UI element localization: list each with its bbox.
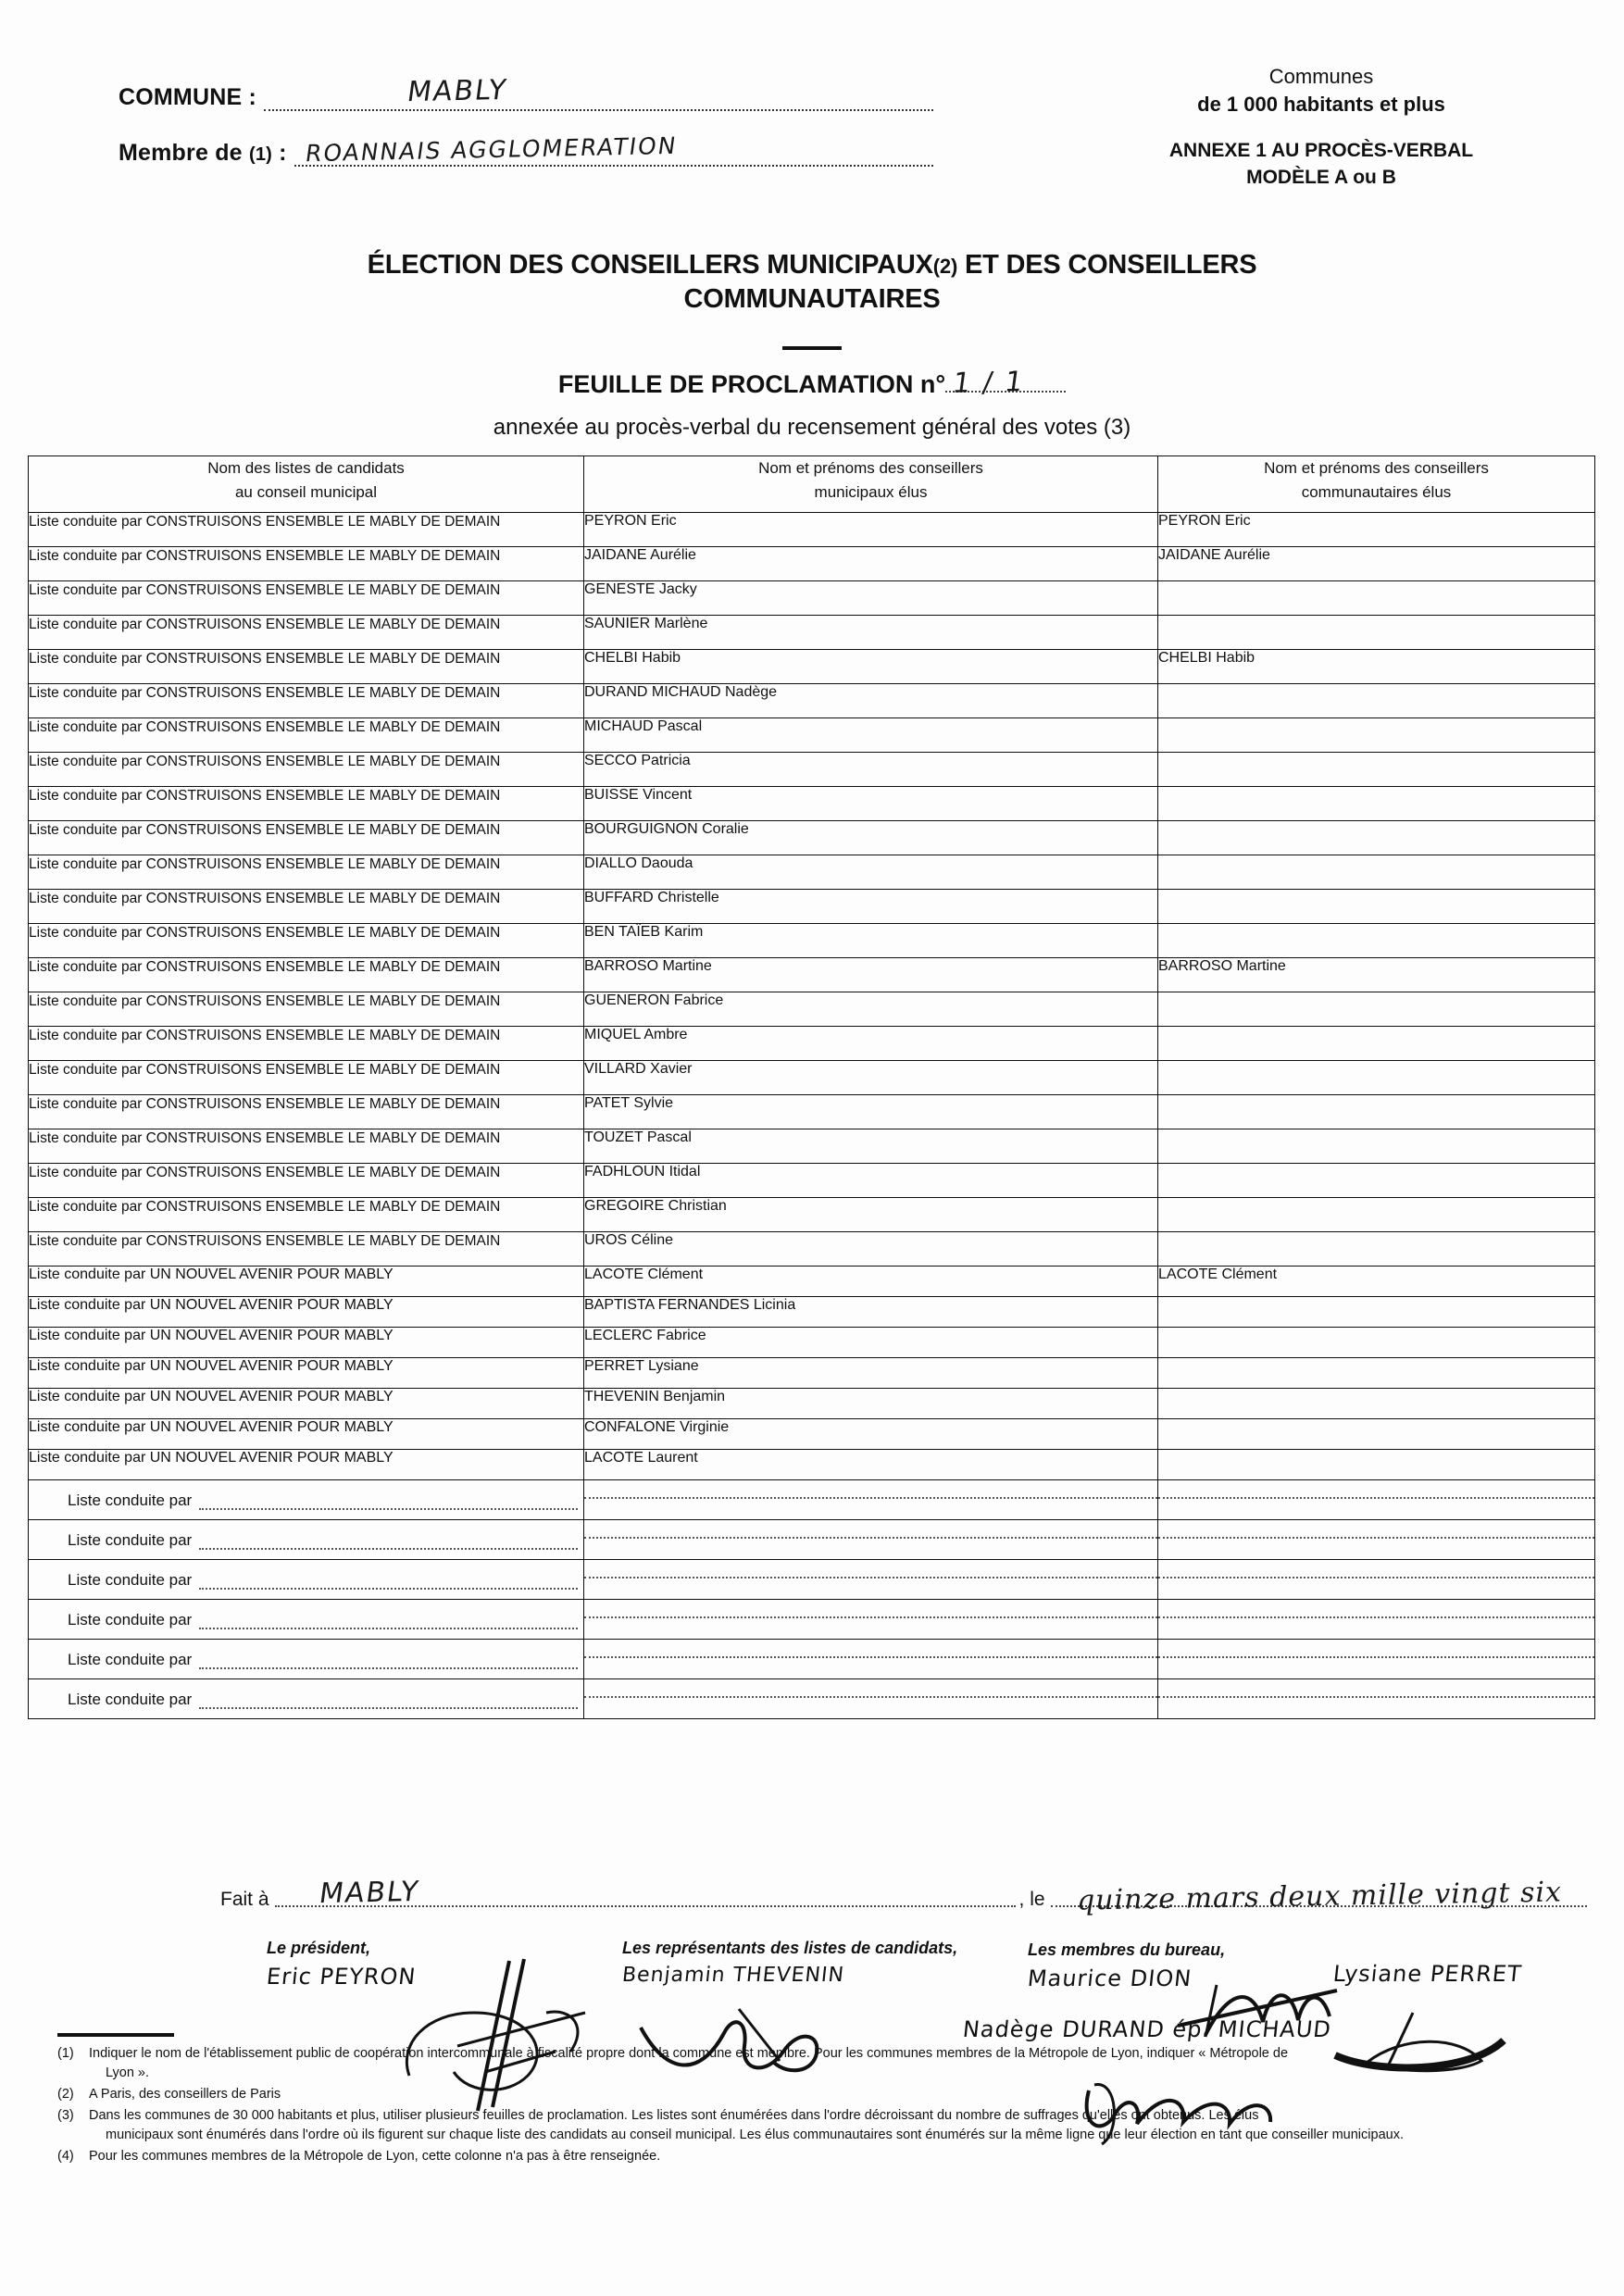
blank-municipal-dots xyxy=(584,1640,1157,1658)
blank-municipal-dots xyxy=(584,1480,1157,1499)
cell-conseiller-communautaire xyxy=(1158,890,1595,924)
table-row-empty[interactable] xyxy=(29,1679,1595,1719)
cell-list-name: Liste conduite par UN NOUVEL AVENIR POUR MABLY xyxy=(29,1267,584,1297)
cell-conseiller-communautaire xyxy=(1158,1450,1595,1480)
cell-list-name-empty[interactable] xyxy=(29,1600,584,1640)
cell-conseiller-communautaire: CHELBI Habib xyxy=(1158,650,1595,684)
cell-list-name: Liste conduite par CONSTRUISONS ENSEMBLE LE MABLY DE DEMAIN xyxy=(29,718,584,753)
table-row xyxy=(29,1198,1595,1232)
cell-conseiller-communautaire xyxy=(1158,821,1595,855)
cell-conseiller-municipal: CHELBI Habib xyxy=(584,650,1158,684)
blank-municipal-dots xyxy=(584,1560,1157,1578)
president-name: Eric PEYRON xyxy=(265,1964,418,1990)
fait-a-input-line[interactable] xyxy=(275,1875,1016,1911)
footnote-text xyxy=(89,2106,1576,2145)
table-row xyxy=(29,924,1595,958)
cell-list-name: Liste conduite par CONSTRUISONS ENSEMBLE LE MABLY DE DEMAIN xyxy=(29,1164,584,1198)
table-row-empty[interactable] xyxy=(29,1520,1595,1560)
commune-handwritten-value: MABLY xyxy=(405,73,510,109)
cell-conseiller-communautaire xyxy=(1158,1328,1595,1358)
cell-conseiller-municipal: BARROSO Martine xyxy=(584,958,1158,992)
blank-municipal-dots xyxy=(584,1520,1157,1539)
cell-list-name: Liste conduite par UN NOUVEL AVENIR POUR MABLY xyxy=(29,1328,584,1358)
cell-list-name: Liste conduite par CONSTRUISONS ENSEMBLE LE MABLY DE DEMAIN xyxy=(29,1095,584,1129)
cell-conseiller-municipal: LACOTE Laurent xyxy=(584,1450,1158,1480)
blank-communautaire-dots xyxy=(1158,1560,1594,1578)
cell-list-name: Liste conduite par CONSTRUISONS ENSEMBLE LE MABLY DE DEMAIN xyxy=(29,890,584,924)
blank-list-label: Liste conduite par xyxy=(68,1611,193,1628)
footnote-text-main: Dans les communes de 30 000 habitants et plus, utiliser plusieurs feuilles de proclamation. Les listes sont énumérées dans l'ordre décroissant du nombre de suffrages qu'elles ont obtenus. Les élus xyxy=(89,2108,1259,2124)
blank-list-label: Liste conduite par xyxy=(68,1491,193,1509)
footnote-text-main: A Paris, des conseillers de Paris xyxy=(89,2087,281,2103)
proclamation-number-value: 1 / 1 xyxy=(950,366,1027,400)
footnote-item xyxy=(57,2044,1576,2083)
table-row xyxy=(29,547,1595,581)
column-header-municipaux xyxy=(584,456,1158,513)
page-title xyxy=(0,248,1624,317)
cell-list-name: Liste conduite par CONSTRUISONS ENSEMBLE LE MABLY DE DEMAIN xyxy=(29,581,584,616)
date-handwritten-value: quinze mars deux mille vingt six xyxy=(1076,1876,1562,1917)
cell-conseiller-municipal: BUISSE Vincent xyxy=(584,787,1158,821)
footnote-number: (2) xyxy=(57,2087,74,2103)
table-row xyxy=(29,753,1595,787)
cell-list-name: Liste conduite par CONSTRUISONS ENSEMBLE LE MABLY DE DEMAIN xyxy=(29,855,584,890)
column-header-lists-line2: au conseil municipal xyxy=(234,483,378,502)
table-row xyxy=(29,890,1595,924)
cell-conseiller-communautaire xyxy=(1158,1297,1595,1328)
cell-conseiller-communautaire-empty[interactable] xyxy=(1158,1520,1595,1560)
table-row-empty[interactable] xyxy=(29,1560,1595,1600)
cell-conseiller-communautaire-empty[interactable] xyxy=(1158,1600,1595,1640)
table-row xyxy=(29,1419,1595,1450)
habitants-caption: de 1 000 habitants et plus xyxy=(1197,92,1445,116)
table-header-row xyxy=(29,456,1595,513)
annexe-caption: ANNEXE 1 AU PROCÈS-VERBAL xyxy=(1168,140,1474,162)
footnote-text xyxy=(89,2085,1576,2104)
cell-conseiller-communautaire: LACOTE Clément xyxy=(1158,1267,1595,1297)
cell-conseiller-municipal: SAUNIER Marlène xyxy=(584,616,1158,650)
page-title-footnote: (2) xyxy=(932,255,958,278)
date-input-line[interactable] xyxy=(1051,1876,1587,1917)
modele-caption: MODÈLE A ou B xyxy=(1246,166,1396,188)
footnote-text-continuation: municipaux sont énumérés dans l'ordre où ils figurent sur chaque liste des candidats au conseil municipal. Les élus communautaires sont énumérés sur la même ligne que leur élection en tant que conseiller municipaux. xyxy=(106,2128,1404,2143)
title-divider xyxy=(782,346,842,350)
table-row xyxy=(29,684,1595,718)
page-title-line2: COMMUNAUTAIRES xyxy=(683,284,941,315)
blank-communautaire-dots xyxy=(1158,1640,1594,1658)
blank-municipal-dots xyxy=(584,1600,1157,1618)
cell-conseiller-municipal-empty[interactable] xyxy=(584,1679,1158,1719)
cell-conseiller-communautaire xyxy=(1158,1164,1595,1198)
cell-list-name-empty[interactable] xyxy=(29,1560,584,1600)
cell-conseiller-municipal: GENESTE Jacky xyxy=(584,581,1158,616)
table-row xyxy=(29,992,1595,1027)
cell-list-name: Liste conduite par CONSTRUISONS ENSEMBLE LE MABLY DE DEMAIN xyxy=(29,1232,584,1267)
signature-bureau-2 xyxy=(1333,1940,1522,1987)
table-row xyxy=(29,1129,1595,1164)
cell-conseiller-communautaire xyxy=(1158,1027,1595,1061)
cell-conseiller-municipal: PATET Sylvie xyxy=(584,1095,1158,1129)
cell-list-name: Liste conduite par CONSTRUISONS ENSEMBLE LE MABLY DE DEMAIN xyxy=(29,1129,584,1164)
column-header-lists-line1: Nom des listes de candidats xyxy=(207,459,405,477)
cell-list-name-empty[interactable] xyxy=(29,1679,584,1719)
membre-handwritten-value: ROANNAIS AGGLOMERATION xyxy=(303,131,680,168)
proclamation-label: FEUILLE DE PROCLAMATION n° xyxy=(557,370,946,398)
table-row xyxy=(29,1095,1595,1129)
table-row xyxy=(29,616,1595,650)
cell-list-name: Liste conduite par CONSTRUISONS ENSEMBLE LE MABLY DE DEMAIN xyxy=(29,958,584,992)
column-header-communautaires-line1: Nom et prénoms des conseillers xyxy=(1264,459,1489,477)
cell-conseiller-municipal: BEN TAÏEB Karim xyxy=(584,924,1158,958)
commune-input-line[interactable] xyxy=(264,73,933,111)
cell-conseiller-municipal: GUENERON Fabrice xyxy=(584,992,1158,1027)
cell-list-name: Liste conduite par UN NOUVEL AVENIR POUR MABLY xyxy=(29,1297,584,1328)
cell-conseiller-municipal: LECLERC Fabrice xyxy=(584,1328,1158,1358)
column-header-communautaires xyxy=(1158,456,1595,513)
blank-communautaire-dots xyxy=(1158,1600,1594,1618)
commune-field-row xyxy=(119,72,933,111)
cell-conseiller-municipal: BOURGUIGNON Coralie xyxy=(584,821,1158,855)
blank-communautaire-dots xyxy=(1158,1679,1594,1698)
table-row xyxy=(29,650,1595,684)
cell-conseiller-communautaire: BARROSO Martine xyxy=(1158,958,1595,992)
cell-conseiller-communautaire xyxy=(1158,1358,1595,1389)
cell-list-name: Liste conduite par CONSTRUISONS ENSEMBLE LE MABLY DE DEMAIN xyxy=(29,821,584,855)
cell-conseiller-communautaire xyxy=(1158,718,1595,753)
table-row xyxy=(29,1450,1595,1480)
cell-conseiller-municipal: VILLARD Xavier xyxy=(584,1061,1158,1095)
footnote-text xyxy=(89,2147,1576,2166)
proclamation-number-field[interactable] xyxy=(945,367,1066,399)
cell-conseiller-municipal: LACOTE Clément xyxy=(584,1267,1158,1297)
blank-list-label: Liste conduite par xyxy=(68,1531,193,1549)
cell-list-name: Liste conduite par CONSTRUISONS ENSEMBLE LE MABLY DE DEMAIN xyxy=(29,753,584,787)
bureau-name-3: Nadège DURAND ép. MICHAUD xyxy=(961,2016,1333,2042)
commune-label: COMMUNE : xyxy=(119,84,257,110)
cell-conseiller-municipal: BAPTISTA FERNANDES Licinia xyxy=(584,1297,1158,1328)
cell-list-name-empty[interactable] xyxy=(29,1640,584,1679)
cell-list-name: Liste conduite par CONSTRUISONS ENSEMBLE LE MABLY DE DEMAIN xyxy=(29,1061,584,1095)
membre-label-colon: : xyxy=(279,140,287,166)
table-row xyxy=(29,581,1595,616)
blank-communautaire-dots xyxy=(1158,1520,1594,1539)
cell-conseiller-municipal: JAIDANE Aurélie xyxy=(584,547,1158,581)
blank-list-dots xyxy=(199,1535,578,1550)
proclamation-table xyxy=(28,455,1595,1719)
footnote-number: (4) xyxy=(57,2149,74,2165)
cell-conseiller-municipal: MICHAUD Pascal xyxy=(584,718,1158,753)
cell-conseiller-communautaire: PEYRON Eric xyxy=(1158,513,1595,547)
cell-conseiller-municipal: FADHLOUN Itidal xyxy=(584,1164,1158,1198)
column-header-municipaux-line1: Nom et prénoms des conseillers xyxy=(758,459,983,477)
bureau-name-1: Maurice DION xyxy=(1026,1965,1193,1991)
cell-conseiller-communautaire xyxy=(1158,1232,1595,1267)
footnotes-divider xyxy=(57,2033,174,2037)
fait-a-handwritten-value: MABLY xyxy=(317,1875,421,1911)
cell-conseiller-municipal: BUFFARD Christelle xyxy=(584,890,1158,924)
cell-conseiller-communautaire xyxy=(1158,992,1595,1027)
table-row xyxy=(29,1027,1595,1061)
cell-list-name: Liste conduite par UN NOUVEL AVENIR POUR MABLY xyxy=(29,1358,584,1389)
cell-conseiller-municipal: THEVENIN Benjamin xyxy=(584,1389,1158,1419)
table-row xyxy=(29,1358,1595,1389)
footnote-number: (3) xyxy=(57,2108,74,2124)
bureau-name-2: Lysiane PERRET xyxy=(1331,1961,1524,1987)
cell-conseiller-communautaire xyxy=(1158,1061,1595,1095)
blank-list-label: Liste conduite par xyxy=(68,1691,193,1708)
proclamation-subtitle: annexée au procès-verbal du recensement général des votes (3) xyxy=(493,415,1131,440)
cell-conseiller-communautaire xyxy=(1158,1095,1595,1129)
blank-list-label: Liste conduite par xyxy=(68,1571,193,1589)
table-row xyxy=(29,1164,1595,1198)
cell-conseiller-communautaire: JAIDANE Aurélie xyxy=(1158,547,1595,581)
table-row xyxy=(29,718,1595,753)
cell-conseiller-communautaire xyxy=(1158,1129,1595,1164)
blank-list-dots xyxy=(199,1694,578,1709)
table-row xyxy=(29,821,1595,855)
cell-conseiller-communautaire-empty[interactable] xyxy=(1158,1679,1595,1719)
cell-list-name: Liste conduite par CONSTRUISONS ENSEMBLE LE MABLY DE DEMAIN xyxy=(29,616,584,650)
blank-list-dots xyxy=(199,1575,578,1590)
footnote-text-continuation: Lyon ». xyxy=(106,2065,150,2081)
cell-conseiller-communautaire xyxy=(1158,1198,1595,1232)
le-label: , le xyxy=(1018,1889,1045,1910)
membre-label-text: Membre de xyxy=(119,140,243,166)
cell-conseiller-municipal: PERRET Lysiane xyxy=(584,1358,1158,1389)
column-header-lists xyxy=(29,456,584,513)
table-body xyxy=(29,513,1595,1719)
page-title-part1: ÉLECTION DES CONSEILLERS MUNICIPAUX xyxy=(367,250,933,280)
cell-conseiller-municipal-empty[interactable] xyxy=(584,1640,1158,1679)
cell-list-name: Liste conduite par UN NOUVEL AVENIR POUR MABLY xyxy=(29,1450,584,1480)
footnote-number: (1) xyxy=(57,2046,74,2061)
footnote-text xyxy=(89,2044,1576,2083)
cell-conseiller-communautaire-empty[interactable] xyxy=(1158,1560,1595,1600)
blank-communautaire-dots xyxy=(1158,1480,1594,1499)
cell-list-name: Liste conduite par CONSTRUISONS ENSEMBLE LE MABLY DE DEMAIN xyxy=(29,924,584,958)
table-row xyxy=(29,1267,1595,1297)
table-row xyxy=(29,855,1595,890)
cell-list-name: Liste conduite par UN NOUVEL AVENIR POUR MABLY xyxy=(29,1419,584,1450)
cell-conseiller-communautaire-empty[interactable] xyxy=(1158,1640,1595,1679)
cell-conseiller-municipal: CONFALONE Virginie xyxy=(584,1419,1158,1450)
table-row xyxy=(29,1389,1595,1419)
signature-bureau xyxy=(1028,1940,1225,1991)
cell-list-name: Liste conduite par CONSTRUISONS ENSEMBLE LE MABLY DE DEMAIN xyxy=(29,684,584,718)
blank-list-dots xyxy=(199,1495,578,1510)
table-row xyxy=(29,958,1595,992)
table-row xyxy=(29,787,1595,821)
cell-conseiller-communautaire xyxy=(1158,787,1595,821)
blank-list-label: Liste conduite par xyxy=(68,1651,193,1668)
cell-conseiller-municipal: DURAND MICHAUD Nadège xyxy=(584,684,1158,718)
table-row xyxy=(29,1297,1595,1328)
blank-municipal-dots xyxy=(584,1679,1157,1698)
cell-conseiller-municipal: MIQUEL Ambre xyxy=(584,1027,1158,1061)
cell-list-name: Liste conduite par CONSTRUISONS ENSEMBLE LE MABLY DE DEMAIN xyxy=(29,650,584,684)
blank-list-dots xyxy=(199,1615,578,1629)
footnotes-list xyxy=(57,2044,1576,2166)
footnote-text-main: Pour les communes membres de la Métropole de Lyon, cette colonne n'a pas à être renseignée. xyxy=(89,2149,661,2165)
footnote-text-main: Indiquer le nom de l'établissement public de coopération intercommunale à fiscalité propre dont la commune est membre. Pour les communes membres de la Métropole de Lyon, indiquer « Métropole de xyxy=(89,2046,1289,2061)
cell-conseiller-municipal-empty[interactable] xyxy=(584,1480,1158,1520)
signature-representants xyxy=(622,1939,957,1987)
membre-label xyxy=(119,140,287,167)
cell-conseiller-municipal-empty[interactable] xyxy=(584,1560,1158,1600)
footnote-item xyxy=(57,2147,1576,2166)
cell-list-name-empty[interactable] xyxy=(29,1480,584,1520)
cell-list-name: Liste conduite par UN NOUVEL AVENIR POUR MABLY xyxy=(29,1389,584,1419)
communes-caption: Communes xyxy=(1268,65,1374,88)
membre-field-row xyxy=(119,128,933,167)
table-row xyxy=(29,1328,1595,1358)
cell-list-name: Liste conduite par CONSTRUISONS ENSEMBLE LE MABLY DE DEMAIN xyxy=(29,1198,584,1232)
blank-list-dots xyxy=(199,1654,578,1669)
footnote-item xyxy=(57,2085,1576,2104)
column-header-municipaux-line2: municipaux élus xyxy=(814,483,928,502)
cell-list-name: Liste conduite par CONSTRUISONS ENSEMBLE LE MABLY DE DEMAIN xyxy=(29,992,584,1027)
cell-conseiller-communautaire xyxy=(1158,924,1595,958)
cell-list-name: Liste conduite par CONSTRUISONS ENSEMBLE LE MABLY DE DEMAIN xyxy=(29,513,584,547)
cell-conseiller-communautaire xyxy=(1158,855,1595,890)
proclamation-title xyxy=(0,367,1624,399)
cell-conseiller-municipal: SECCO Patricia xyxy=(584,753,1158,787)
fait-a-label: Fait à xyxy=(220,1889,269,1910)
header-left-block xyxy=(119,72,933,183)
header-right-block xyxy=(1104,63,1539,191)
representant-name: Benjamin THEVENIN xyxy=(620,1964,846,1987)
cell-conseiller-municipal-empty[interactable] xyxy=(584,1520,1158,1560)
cell-list-name-empty[interactable] xyxy=(29,1520,584,1560)
cell-conseiller-communautaire xyxy=(1158,581,1595,616)
bureau-label: Les membres du bureau, xyxy=(1028,1940,1226,1959)
table-row xyxy=(29,1232,1595,1267)
cell-conseiller-communautaire xyxy=(1158,684,1595,718)
cell-conseiller-communautaire-empty[interactable] xyxy=(1158,1480,1595,1520)
representants-label: Les représentants des listes de candidats, xyxy=(622,1939,958,1957)
cell-conseiller-municipal: GREGOIRE Christian xyxy=(584,1198,1158,1232)
cell-conseiller-municipal-empty[interactable] xyxy=(584,1600,1158,1640)
column-header-communautaires-line2: communautaires élus xyxy=(1301,483,1452,502)
cell-list-name: Liste conduite par CONSTRUISONS ENSEMBLE LE MABLY DE DEMAIN xyxy=(29,547,584,581)
cell-conseiller-communautaire xyxy=(1158,753,1595,787)
table-row xyxy=(29,1061,1595,1095)
cell-conseiller-communautaire xyxy=(1158,616,1595,650)
signature-president xyxy=(267,1939,416,1990)
fait-a-row xyxy=(220,1875,1587,1917)
cell-list-name: Liste conduite par CONSTRUISONS ENSEMBLE LE MABLY DE DEMAIN xyxy=(29,787,584,821)
table-row-empty[interactable] xyxy=(29,1600,1595,1640)
footnotes-block xyxy=(57,2033,1576,2168)
membre-input-line[interactable] xyxy=(294,133,933,167)
table-row xyxy=(29,513,1595,547)
cell-conseiller-municipal: TOUZET Pascal xyxy=(584,1129,1158,1164)
table-head xyxy=(29,456,1595,513)
table-row-empty[interactable] xyxy=(29,1480,1595,1520)
table-row-empty[interactable] xyxy=(29,1640,1595,1679)
footnote-item xyxy=(57,2106,1576,2145)
membre-label-footnote: (1) xyxy=(248,144,272,165)
cell-conseiller-communautaire xyxy=(1158,1389,1595,1419)
page-title-part2: ET DES CONSEILLERS xyxy=(964,250,1257,280)
cell-conseiller-municipal: DIALLO Daouda xyxy=(584,855,1158,890)
cell-conseiller-communautaire xyxy=(1158,1419,1595,1450)
cell-list-name: Liste conduite par CONSTRUISONS ENSEMBLE LE MABLY DE DEMAIN xyxy=(29,1027,584,1061)
cell-conseiller-municipal: PEYRON Eric xyxy=(584,513,1158,547)
president-label: Le président, xyxy=(267,1939,371,1957)
cell-conseiller-municipal: UROS Céline xyxy=(584,1232,1158,1267)
